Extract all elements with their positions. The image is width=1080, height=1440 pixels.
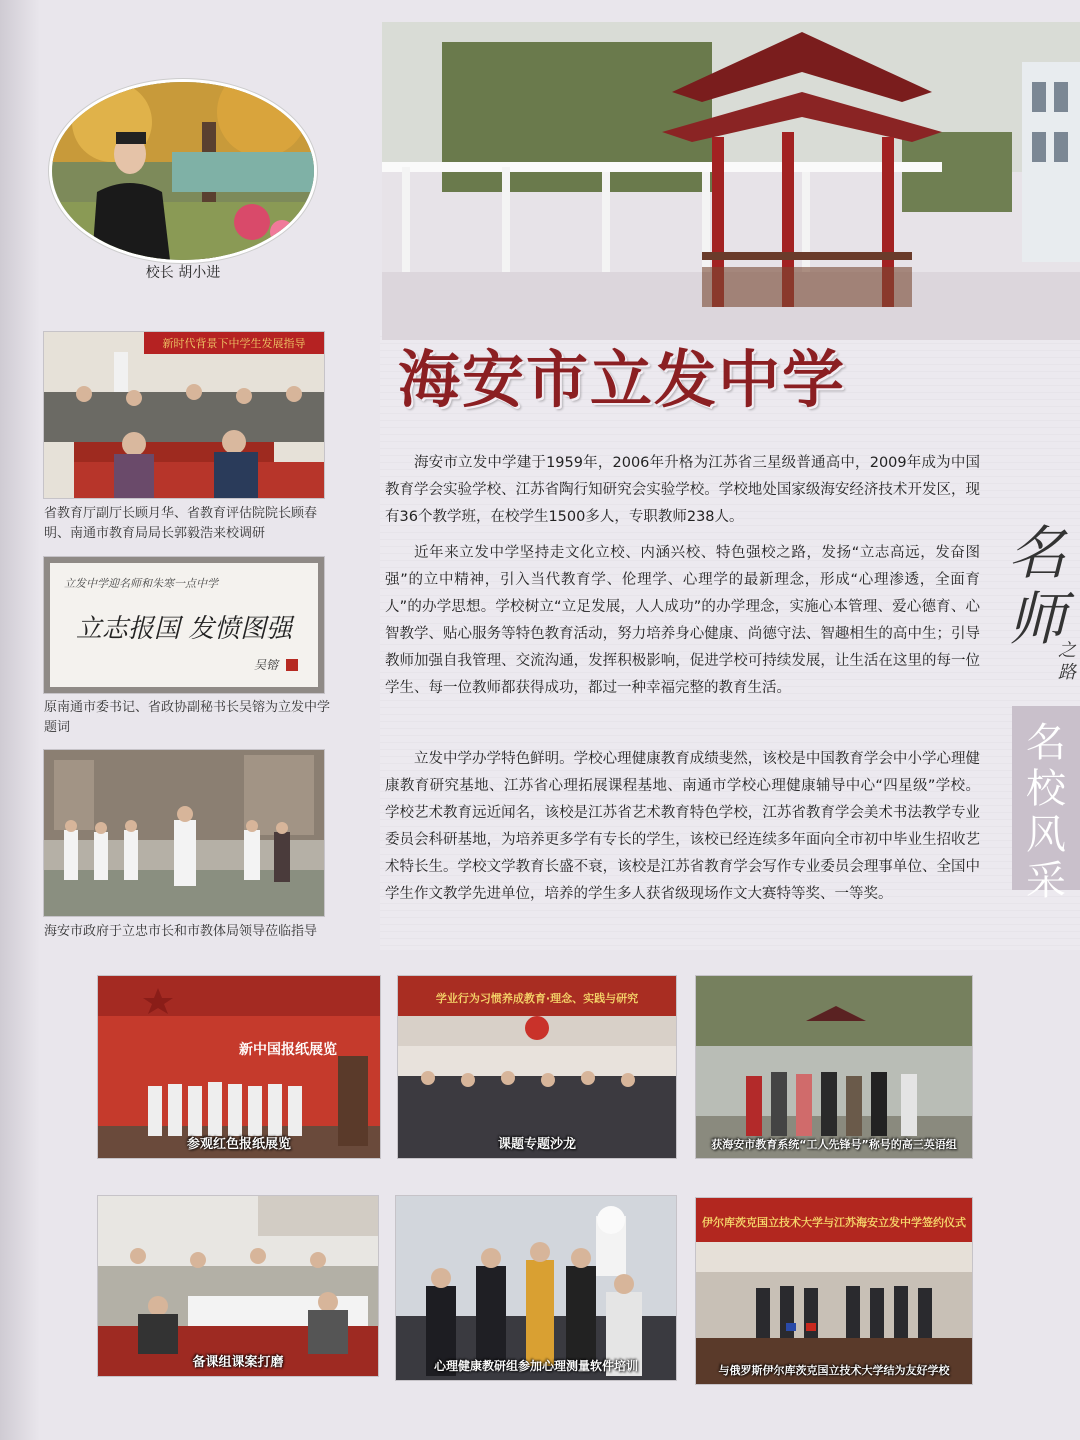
grid-photo-exhibition: [98, 976, 380, 1158]
grid-photo-russia-partnership: [696, 1198, 972, 1384]
page-edge-shadow: [0, 0, 40, 1440]
grid-photo-salon: [398, 976, 676, 1158]
grid-photo-lesson-prep: [98, 1196, 378, 1376]
grid-caption-software-training: 心理健康教研组参加心理测量软件培训: [433, 1359, 638, 1373]
grid-photo-english-group: [696, 976, 972, 1158]
grid-photo-software-training: [396, 1196, 676, 1380]
principal-caption: 校长 胡小进: [145, 265, 221, 281]
calligraphy-top-line: 立发中学迎名师和朱寒一点中学: [64, 577, 218, 590]
meeting-banner-text: 新时代背景下中学生发展指导: [162, 337, 306, 350]
visit-caption: 海安市政府于立忠市长和市教体局领导莅临指导: [44, 924, 318, 939]
section-label-text: 名校风采: [1026, 720, 1066, 904]
side-calligraphy: [1008, 520, 1080, 700]
grid-caption-salon: 课题专题沙龙: [497, 1137, 576, 1152]
salon-banner-text: 学业行为习惯养成教育·理念、实践与研究: [435, 992, 639, 1005]
meeting-caption: 省教育厅副厅长顾月华、省教育评估院院长顾春明、南通市教育局局长郭毅浩来校调研: [44, 506, 318, 541]
side-calligraphy-main: 名师: [1008, 519, 1067, 653]
intro-paragraph: 海安市立发中学建于1959年，2006年升格为江苏省三星级普通高中，2009年成为中国教育学会实验学校、江苏省陶行知研究会实验学校。学校地处国家级海安经济技术开发区，现有36个教学班，在校学生1500多人，专职教师238人。: [385, 455, 980, 525]
grid-caption-russia-partnership: 与俄罗斯伊尔库茨克国立技术大学结为友好学校: [718, 1364, 950, 1377]
grid-caption-lesson-prep: 备课组课案打磨: [192, 1355, 284, 1370]
calligraphy-inscription-photo: [44, 557, 324, 693]
calligraphy-main-text: 立志报国 发愤图强: [75, 614, 293, 644]
grid-caption-exhibition: 参观红色报纸展览: [186, 1137, 291, 1152]
grid-caption-english-group: 获海安市教育系统“工人先锋号”称号的高三英语组: [711, 1138, 957, 1151]
russia-banner-text: 伊尔库茨克国立技术大学与江苏海安立发中学签约仪式: [702, 1216, 966, 1229]
principal-portrait: [52, 82, 314, 260]
exhibition-banner-text: 新中国报纸展览: [239, 1042, 337, 1058]
school-pavilion-photo: [382, 22, 1080, 340]
calligraphy-caption: 原南通市委书记、省政协副秘书长吴镕为立发中学题词: [44, 700, 331, 735]
section-label: [1012, 706, 1080, 904]
officials-meeting-photo: [44, 332, 324, 498]
philosophy-paragraph: 近年来立发中学坚持走文化立校、内涵兴校、特色强校之路，发扬“立志高远，发奋图强”的立中精神，引入当代教育学、伦理学、心理学的最新理念，形成“心理渗透，全面育人”的办学思想。学校树立“立足发展，人人成功”的办学理念，实施心本管理、爱心德育、心智教学、贴心服务等特色教育活动，努力培养身心健康、尚德守法、智趣相生的高中生；引导教师加强自我管理、交流沟通，发挥积极影响，促进学校可持续发展，让生活在这里的每一位学生、每一位教师都获得成功，都过一种幸福完整的教育生活。: [385, 545, 980, 696]
features-paragraph: 立发中学办学特色鲜明。学校心理健康教育成绩斐然，该校是中国教育学会中小学心理健康教育研究基地、江苏省心理拓展课程基地、南通市学校心理健康辅导中心“四星级”学校。学校艺术教育远近闻名，该校是江苏省艺术教育特色学校，江苏省教育学会美术书法教学专业委员会科研基地，为培养更多学有专长的学生，该校已经连续多年面向全市初中毕业生招收艺术特长生。学校文学教育长盛不衰，该校是江苏省教育学会写作专业委员会理事单位、全国中学生作文教学先进单位，培养的学生多人获省级现场作文大赛特等奖、一等奖。: [385, 751, 980, 902]
side-calligraphy-small: 之路: [1058, 640, 1076, 683]
mayor-visit-photo: [44, 750, 324, 916]
school-title: 海安市立发中学: [398, 343, 847, 416]
calligraphy-signature: 吴镕: [254, 658, 279, 672]
